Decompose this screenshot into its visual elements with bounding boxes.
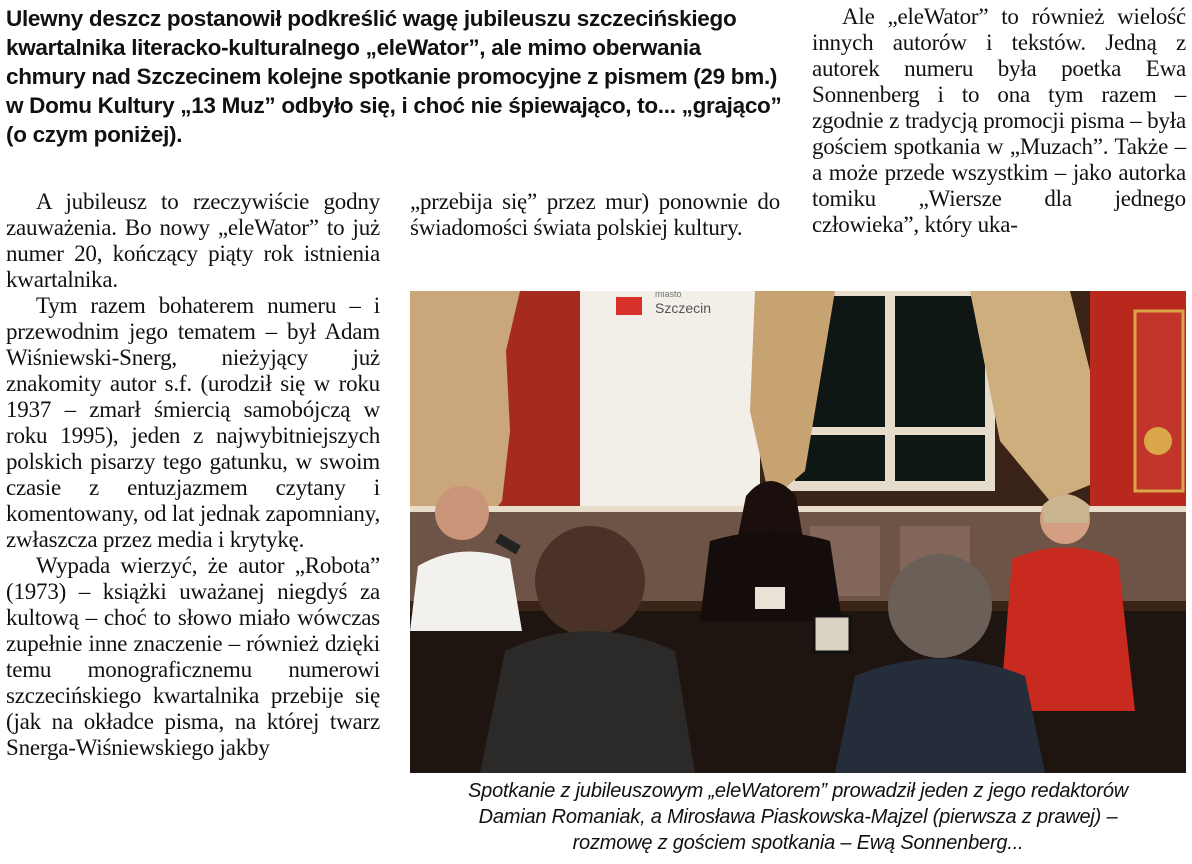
paragraph: Wypada wierzyć, że autor „Robota” (1973) – książki uważanej niegdyś za kultową – choć to słowo miało wówczas zupełnie inne znaczenie – również dzięki temu monograficznemu numerowi szczecińskiego kwartalnika przebije się (jak na okładce pisma, na której twarz Snerga-Wiśniewskiego jakby	[6, 553, 380, 760]
photo-caption	[410, 778, 1186, 856]
article-lead: Ulewny deszcz postanowił podkreślić wagę jubileuszu szczecińskiego kwartalnika literacko-kulturalnego „eleWator”, ale mimo oberwania chmury nad Szczecinem kolejne spotkanie promocyjne z pismem (29 bm.) w Domu Kultury „13 Muz” odbyło się, i choć nie śpiewająco, to... „grająco” (o czym poniżej).	[6, 6, 782, 147]
article-column-2	[410, 189, 780, 241]
paragraph: Ale „eleWator” to również wielość innych autorów i tekstów. Jedną z autorek numeru była poetka Ewa Sonnenberg i to ona tym razem – zgodnie z tradycją promocji pisma – była gościem spotkania w „Muzach”. Także – a może przede wszystkim – jako autorka tomiku „Wiersze dla jednego człowieka”, który uka-	[812, 4, 1186, 237]
banner	[580, 291, 760, 541]
caption-line: rozmowę z gościem spotkania – Ewą Sonnenberg...	[572, 832, 1024, 854]
banner-text: Szczecin	[655, 300, 712, 316]
banner-small-text: miasto	[655, 291, 682, 299]
paragraph: A jubileusz to rzeczywiście godny zauważenia. Bo nowy „eleWator” to już numer 20, kończący piąty rok istnienia kwartalnika.	[6, 189, 380, 292]
event-photo	[410, 291, 1186, 773]
caption-line: Damian Romaniak, a Mirosława Piaskowska-Majzel (pierwsza z prawej) –	[478, 806, 1118, 828]
article-column-1	[6, 189, 380, 761]
caption-line: Spotkanie z jubileuszowym „eleWatorem” prowadził jeden z jego redaktorów	[468, 780, 1128, 802]
article-column-3	[812, 4, 1186, 238]
paragraph: Tym razem bohaterem numeru – i przewodnim jego tematem – był Adam Wiśniewski-Snerg, nieżyjący już znakomity autor s.f. (urodził się w roku 1937 – zmarł śmiercią samobójczą w roku 1995), jeden z najwybitniejszych polskich pisarzy tego gatunku, w swoim czasie z entuzjazmem czytany i komentowany, od lat jednak zapomniany, zwłaszcza przez media i krytykę.	[6, 293, 380, 552]
paragraph: „przebija się” przez mur) ponownie do świadomości świata polskiej kultury.	[410, 189, 780, 240]
